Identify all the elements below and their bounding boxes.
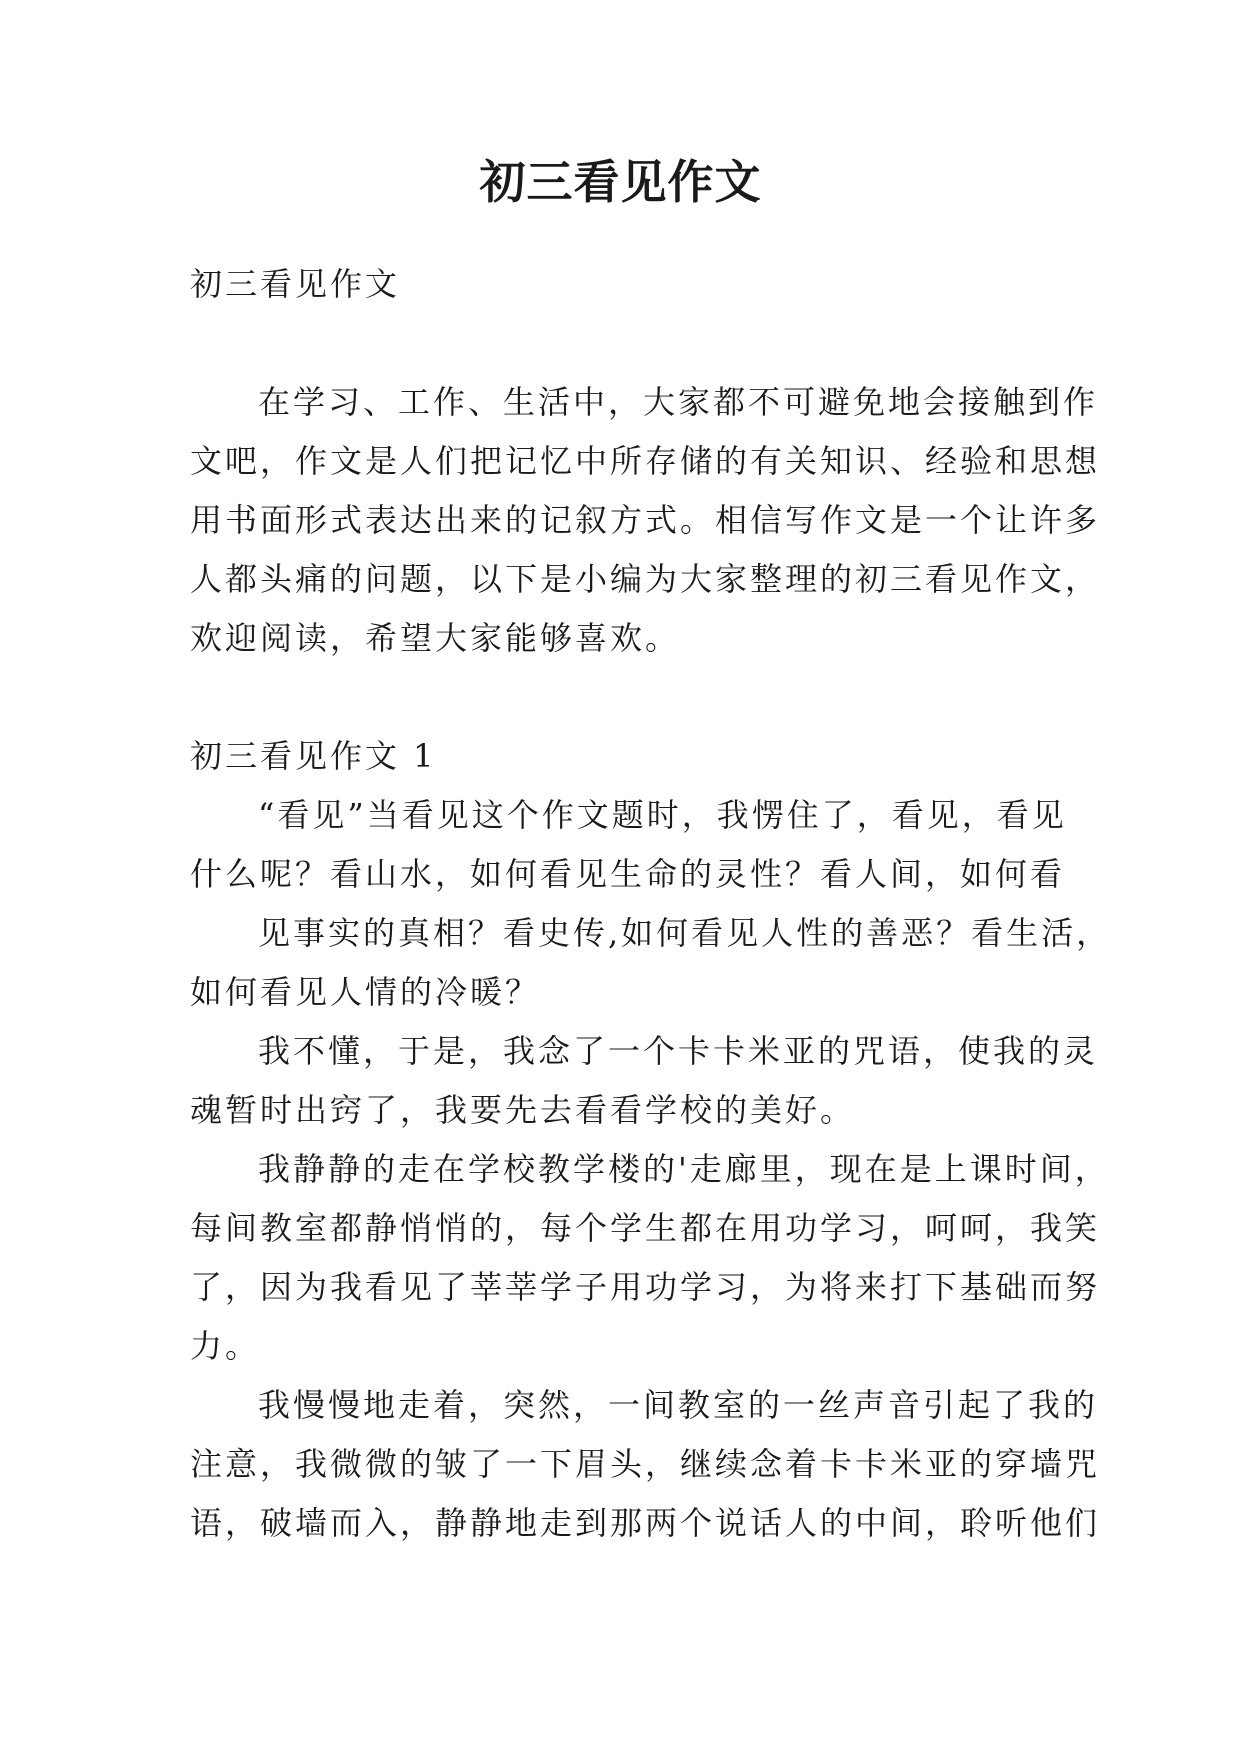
essay-line: 我慢慢地走着，突然，一间教室的一丝声音引起了我的 — [258, 1386, 1099, 1424]
essay-line: 如何看见人情的冷暖？ — [190, 973, 541, 1011]
intro-line: 文吧，作文是人们把记忆中所存储的有关知识、经验和思想 — [190, 442, 1101, 480]
intro-line: 人都头痛的问题，以下是小编为大家整理的初三看见作文， — [190, 560, 1101, 598]
intro-line: 欢迎阅读，希望大家能够喜欢。 — [190, 619, 681, 657]
essay-line: 每间教室都静悄悄的，每个学生都在用功学习，呵呵，我笑 — [190, 1209, 1101, 1247]
paragraph-spacer — [190, 314, 1058, 373]
intro-line: 在学习、工作、生活中，大家都不可避免地会接触到作 — [258, 383, 1099, 421]
intro-paragraph — [190, 373, 1101, 668]
essay-line: 我不懂，于是，我念了一个卡卡米亚的咒语，使我的灵 — [258, 1032, 1099, 1070]
essay-line: 我静静的走在学校教学楼的'走廊里，现在是上课时间， — [258, 1150, 1110, 1188]
document-body — [190, 255, 1112, 1553]
essay-body — [190, 786, 1112, 1553]
essay-line: 了，因为我看见了莘莘学子用功学习，为将来打下基础而努 — [190, 1268, 1101, 1306]
essay-line: 什么呢？看山水，如何看见生命的灵性？看人间，如何看 — [190, 855, 1066, 893]
document-subtitle: 初三看见作文 — [190, 265, 401, 303]
document-title: 初三看见作文 — [479, 155, 762, 209]
essay-line: 力。 — [190, 1327, 261, 1365]
essay-line: 魂暂时出窍了，我要先去看看学校的美好。 — [190, 1091, 856, 1129]
paragraph-spacer — [190, 668, 1058, 727]
essay-line: 注意，我微微的皱了一下眉头，继续念着卡卡米亚的穿墙咒 — [190, 1445, 1101, 1483]
essay-line: “看见”当看见这个作文题时，我愣住了，看见，看见 — [258, 796, 1067, 834]
section-heading: 初三看见作文 1 — [190, 737, 437, 775]
essay-line: 语，破墙而入，静静地走到那两个说话人的中间，聆听他们 — [190, 1504, 1101, 1542]
intro-line: 用书面形式表达出来的记叙方式。相信写作文是一个让许多 — [190, 501, 1101, 539]
essay-line: 见事实的真相？看史传,如何看见人性的善恶？看生活， — [258, 914, 1112, 952]
